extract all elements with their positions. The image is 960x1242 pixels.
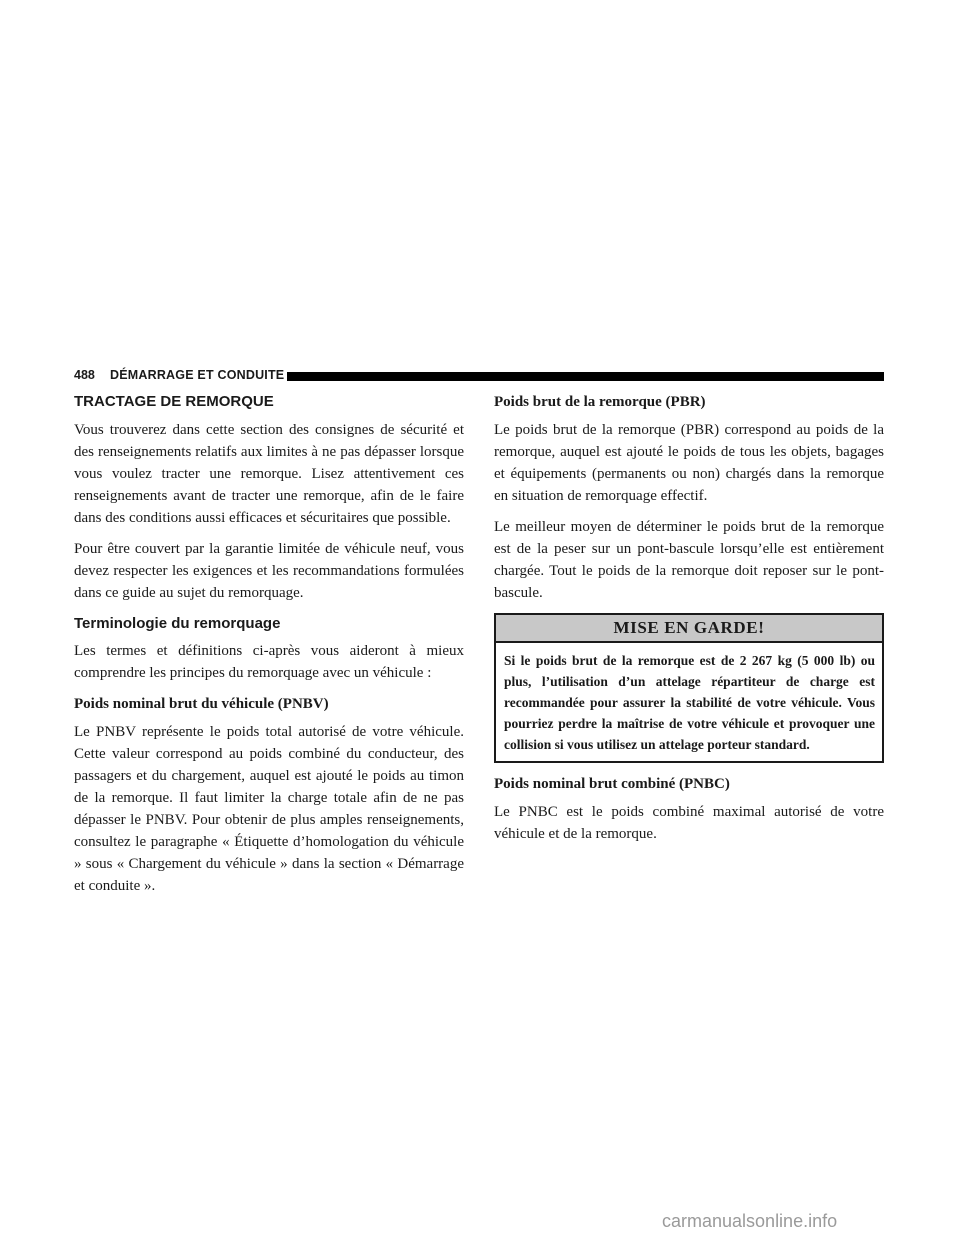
warning-text: Si le poids brut de la remorque est de 2 267 kg (5 000 lb) ou plus, l’utilisation d’un attelage répartiteur de charge est recommandée pour assurer la stabilité de votre véhicule. Vous pourriez perdre la maîtrise de votre véhicule et provoquer une collision si vous utilisez un attelage porteur standard. bbox=[504, 653, 875, 752]
warning-title: MISE EN GARDE! bbox=[496, 615, 882, 643]
intro-paragraph-1: Vous trouverez dans cette section des consignes de sécurité et des renseignements relatifs aux limites à ne pas dépasser lorsque vous voulez tracter une remorque. Lisez attentivement ces renseignements avant de tracter une remorque, afin de le faire dans des conditions aussi efficaces et sécuritaires que possible. bbox=[74, 422, 464, 526]
header-rule bbox=[287, 372, 884, 381]
page-header bbox=[74, 368, 884, 386]
pnbc-heading: Poids nominal brut combiné (PNBC) bbox=[494, 776, 730, 792]
pnbc-text: Le PNBC est le poids combiné maximal autorisé de votre véhicule et de la remorque. bbox=[494, 804, 884, 842]
warning-box bbox=[494, 613, 884, 763]
intro-paragraph-2: Pour être couvert par la garantie limitée de véhicule neuf, vous devez respecter les exigences et les recommandations formulées dans ce guide au sujet du remorquage. bbox=[74, 541, 464, 601]
pbr-text: Le poids brut de la remorque (PBR) correspond au poids de la remorque, auquel est ajouté le poids de tous les objets, bagages et équipements (permanents ou non) chargés dans la remorque en situation de remorquage effectif. bbox=[494, 422, 884, 504]
pbr-heading: Poids brut de la remorque (PBR) bbox=[494, 394, 706, 410]
pnbv-text: Le PNBV représente le poids total autorisé de votre véhicule. Cette valeur correspond au poids combiné du conducteur, des passagers et du chargement, auquel est ajouté le poids au timon de la remorque. Il faut limiter la charge totale afin de ne pas dépasser le PNBV. Pour obtenir de plus amples renseignements, consultez le paragraphe « Étiquette d’homologation du véhicule » sous « Chargement du véhicule » dans la section « Démarrage et conduite ». bbox=[74, 724, 464, 894]
page-number: 488 bbox=[74, 368, 95, 382]
terms-intro: Les termes et définitions ci-après vous aideront à mieux comprendre les principes du remorquage avec un véhicule : bbox=[74, 643, 464, 681]
pbr-text-2: Le meilleur moyen de déterminer le poids brut de la remorque est de la peser sur un pont-bascule lorsqu’elle est entièrement chargée. Tout le poids de la remorque doit reposer sur le pont-bascule. bbox=[494, 519, 884, 601]
section-title: TRACTAGE DE REMORQUE bbox=[74, 393, 274, 410]
left-column bbox=[74, 391, 464, 906]
watermark: carmanualsonline.info bbox=[662, 1211, 838, 1231]
pnbv-heading: Poids nominal brut du véhicule (PNBV) bbox=[74, 696, 329, 712]
chapter-title: DÉMARRAGE ET CONDUITE bbox=[110, 368, 285, 382]
right-column bbox=[494, 391, 884, 854]
subsection-title: Terminologie du remorquage bbox=[74, 615, 281, 632]
